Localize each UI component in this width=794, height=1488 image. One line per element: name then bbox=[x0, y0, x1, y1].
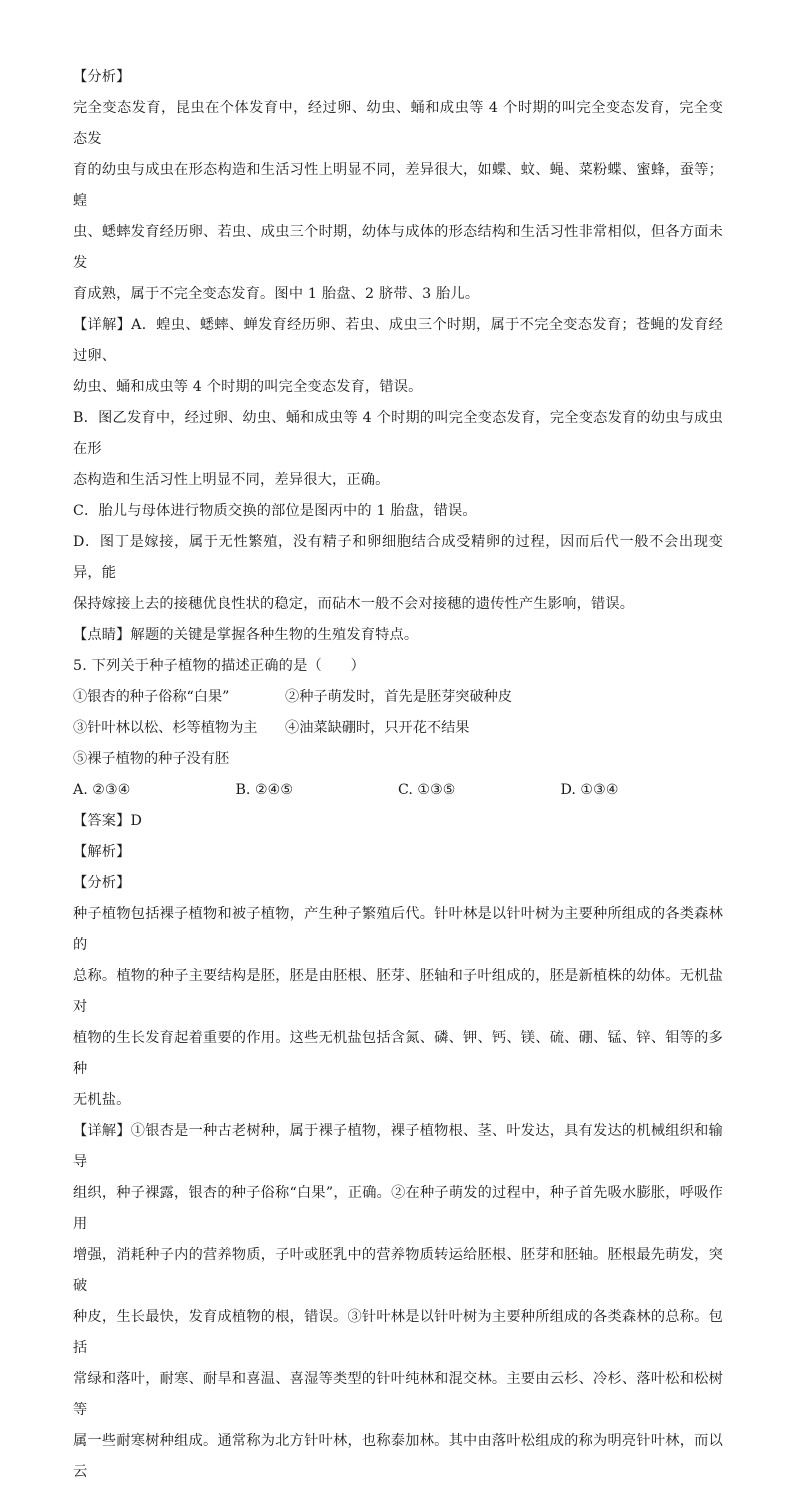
explain-heading: 【解析】 bbox=[73, 844, 131, 860]
statement-row bbox=[73, 682, 723, 713]
detail-line: 属一些耐寒树种组成。通常称为北方针叶林，也称泰加林。其中由落叶松组成的称为明亮针叶林，而以云 bbox=[73, 1433, 723, 1480]
choice-a: A. ②③④ bbox=[73, 782, 131, 798]
statement-row bbox=[73, 744, 723, 775]
statement-3: ③针叶林以松、杉等植物为主 bbox=[73, 720, 258, 736]
choice-d: D. ①③④ bbox=[560, 782, 619, 798]
analysis-line: 种子植物包括裸子植物和被子植物，产生种子繁殖后代。针叶林是以针叶树为主要种所组成的各类森林的 bbox=[73, 906, 723, 953]
detail-line: 【详解】①银杏是一种古老树种，属于裸子植物，裸子植物根、茎、叶发达，具有发达的机械组织和输导 bbox=[73, 1123, 723, 1170]
detail-line: 种皮，生长最快，发育成植物的根，错误。③针叶林是以针叶树为主要种所组成的各类森林的总称。包括 bbox=[73, 1309, 723, 1356]
detail-line: C．胎儿与母体进行物质交换的部位是图丙中的 1 胎盘，错误。 bbox=[73, 503, 477, 519]
analysis-heading-2: 【分析】 bbox=[73, 875, 131, 891]
statement-2: ②种子萌发时，首先是胚芽突破种皮 bbox=[285, 689, 513, 705]
analysis-line: 无机盐。 bbox=[73, 1092, 131, 1108]
statement-1: ①银杏的种子俗称“白果” bbox=[73, 689, 230, 705]
answer-line: 【答案】D bbox=[73, 813, 143, 829]
document-page bbox=[73, 62, 723, 1488]
analysis-line: 育的幼虫与成虫在形态构造和生活习性上明显不同，差异很大，如蝶、蚊、蝇、菜粉蝶、蜜蜂，蚕等；蝗 bbox=[73, 162, 723, 209]
statement-row bbox=[73, 713, 723, 744]
detail-line: 常绿和落叶，耐寒、耐旱和喜温、喜湿等类型的针叶纯林和混交林。主要由云杉、冷杉、落叶松和松树等 bbox=[73, 1371, 723, 1418]
analysis-line: 总称。植物的种子主要结构是胚，胚是由胚根、胚芽、胚轴和子叶组成的，胚是新植株的幼体。无机盐对 bbox=[73, 968, 723, 1015]
statement-4: ④油菜缺硼时，只开花不结果 bbox=[285, 720, 470, 736]
analysis-line: 虫、蟋蟀发育经历卵、若虫、成虫三个时期，幼体与成体的形态结构和生活习性非常相似，但各方面未发 bbox=[73, 224, 723, 271]
analysis-line: 完全变态发育，昆虫在个体发育中，经过卵、幼虫、蛹和成虫等 4 个时期的叫完全变态发育，完全变态发 bbox=[73, 100, 723, 147]
detail-line: B．图乙发育中，经过卵、幼虫、蛹和成虫等 4 个时期的叫完全变态发育，完全变态发育的幼虫与成虫在形 bbox=[73, 410, 723, 457]
analysis-line: 植物的生长发育起着重要的作用。这些无机盐包括含氮、磷、钾、钙、镁、硫、硼、锰、锌、钼等的多种 bbox=[73, 1030, 723, 1077]
detail-line: 保持嫁接上去的接穗优良性状的稳定，而砧木一般不会对接穗的遗传性产生影响，错误。 bbox=[73, 596, 635, 612]
statement-5: ⑤裸子植物的种子没有胚 bbox=[73, 751, 230, 767]
detail-line: 幼虫、蛹和成虫等 4 个时期的叫完全变态发育，错误。 bbox=[73, 379, 423, 395]
detail-line: 【详解】A．蝗虫、蟋蟀、蝉发育经历卵、若虫、成虫三个时期，属于不完全变态发育；苍蝇的发育经过卵、 bbox=[73, 317, 723, 364]
detail-line: D．图丁是嫁接，属于无性繁殖，没有精子和卵细胞结合成受精卵的过程，因而后代一般不会出现变异，能 bbox=[73, 534, 723, 581]
choice-b: B. ②④⑤ bbox=[235, 782, 294, 798]
tip-line: 【点睛】解题的关键是掌握各种生物的生殖发育特点。 bbox=[73, 627, 419, 643]
detail-line: 增强，消耗种子内的营养物质，子叶或胚乳中的营养物质转运给胚根、胚芽和胚轴。胚根最先萌发，突破 bbox=[73, 1247, 723, 1294]
answer-choices bbox=[73, 775, 723, 806]
analysis-line: 育成熟，属于不完全变态发育。图中 1 胎盘、2 脐带、3 胎儿。 bbox=[73, 286, 480, 302]
detail-line: 态构造和生活习性上明显不同，差异很大，正确。 bbox=[73, 472, 390, 488]
choice-c: C. ①③⑤ bbox=[398, 782, 456, 798]
analysis-heading-1: 【分析】 bbox=[73, 69, 131, 85]
question-stem: 5. 下列关于种子植物的描述正确的是（ ） bbox=[73, 658, 366, 674]
detail-line: 组织，种子裸露，银杏的种子俗称“白果”，正确。②在种子萌发的过程中，种子首先吸水膨胀，呼吸作用 bbox=[73, 1185, 723, 1232]
